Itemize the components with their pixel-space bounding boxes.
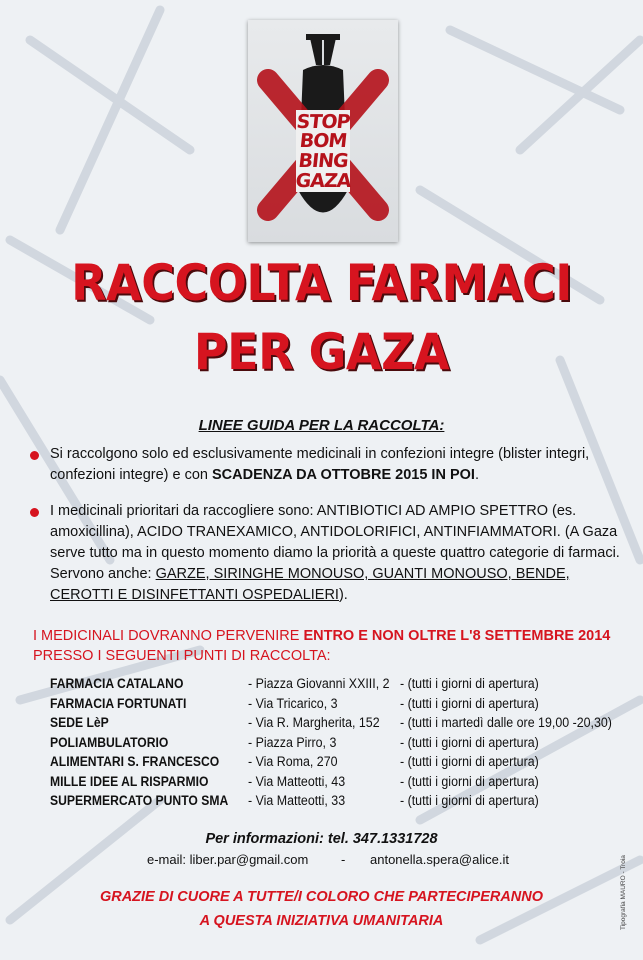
pickup-name: ALIMENTARI S. FRANCESCO xyxy=(50,754,220,769)
guideline-1-end: . xyxy=(474,467,479,483)
pickup-hours: - (tutti i giorni di apertura) xyxy=(400,734,539,750)
thanks-line-2: A QUESTA INIZIATIVA UMANITARIA xyxy=(199,913,444,929)
pickup-name: SEDE LèP xyxy=(50,715,109,730)
email-separator: - xyxy=(341,852,346,867)
main-title-line-2: PER GAZA xyxy=(193,323,450,381)
pickup-address: - Via R. Margherita, 152 xyxy=(248,715,380,730)
pickup-points-list xyxy=(50,676,630,813)
guideline-2 xyxy=(50,501,625,606)
deadline-date: ENTRO E NON OLTRE L'8 SETTEMBRE 2014 xyxy=(303,628,611,644)
pickup-row xyxy=(50,774,630,794)
deadline-notice xyxy=(33,626,623,666)
guidelines-heading: LINEE GUIDA PER LA RACCOLTA: xyxy=(198,417,445,434)
deadline-text-a: I MEDICINALI DOVRANNO PERVENIRE xyxy=(33,628,304,644)
pickup-row xyxy=(50,715,630,735)
main-title-line-1: RACCOLTA FARMACI xyxy=(71,254,572,312)
printer-credit: Tipografia MAURO - Troia xyxy=(620,855,627,930)
poster-word-bing: BING xyxy=(297,150,349,172)
guideline-2-end: ). xyxy=(338,587,348,603)
pickup-hours: - (tutti i giorni di apertura) xyxy=(400,676,539,691)
contact-phone: Per informazioni: tel. 347.1331728 xyxy=(205,831,438,847)
pickup-hours: - (tutti i giorni di apertura) xyxy=(400,695,539,711)
pickup-address: - Piazza Pirro, 3 xyxy=(248,734,337,750)
pickup-name: MILLE IDEE AL RISPARMIO xyxy=(50,773,209,789)
pickup-row xyxy=(50,696,630,716)
pickup-address: - Via Tricarico, 3 xyxy=(248,695,338,711)
bullet-icon xyxy=(30,451,39,460)
pickup-address: - Piazza Giovanni XXIII, 2 xyxy=(248,676,390,691)
pickup-row xyxy=(50,793,630,813)
thanks-line-1: GRAZIE DI CUORE A TUTTE/I COLORO CHE PARTECIPERANNO xyxy=(99,889,544,905)
pickup-address: - Via Roma, 270 xyxy=(248,754,338,769)
pickup-hours: - (tutti i giorni di apertura) xyxy=(400,773,539,789)
poster-word-bom: BOM xyxy=(298,130,348,152)
guideline-2-text: I medicinali prioritari da raccogliere sono: ANTIBIOTICI AD AMPIO SPETTRO (es. amoxicillina), ACIDO TRANEXAMICO, ANTIDOLORIFICI, ANTINFIAMMATORI. (A Gaza serve tutto ma in questo momento diamo la priorità a queste quattro categorie di farmaci. Servono anche: xyxy=(50,503,620,582)
email-1: e-mail: liber.par@gmail.com xyxy=(147,852,309,867)
pickup-address: - Via Matteotti, 43 xyxy=(248,773,346,789)
stop-bombing-gaza-poster xyxy=(248,20,398,242)
pickup-name: POLIAMBULATORIO xyxy=(50,734,169,750)
pickup-name: FARMACIA FORTUNATI xyxy=(50,695,187,711)
pickup-row xyxy=(50,754,630,774)
pickup-hours: - (tutti i giorni di apertura) xyxy=(400,754,539,769)
guideline-1-expiry: SCADENZA DA OTTOBRE 2015 IN POI xyxy=(212,467,475,483)
guideline-1-text: Si raccolgono solo ed esclusivamente medicinali in confezioni integre (blister integri, confezioni integre) e con xyxy=(50,446,590,483)
poster-word-gaza: GAZA xyxy=(294,170,352,192)
guideline-1 xyxy=(50,444,625,486)
pickup-hours: - (tutti i martedì dalle ore 19,00 -20,30) xyxy=(400,715,612,730)
pickup-row xyxy=(50,676,630,696)
deadline-text-c: PRESSO I SEGUENTI PUNTI DI RACCOLTA: xyxy=(33,648,331,664)
pickup-row xyxy=(50,735,630,755)
pickup-name: FARMACIA CATALANO xyxy=(50,676,184,691)
pickup-address: - Via Matteotti, 33 xyxy=(248,793,346,808)
bullet-icon xyxy=(30,508,39,517)
pickup-name: SUPERMERCATO PUNTO SMA xyxy=(50,793,229,808)
email-2: antonella.spera@alice.it xyxy=(370,852,509,867)
pickup-hours: - (tutti i giorni di apertura) xyxy=(400,793,539,808)
poster-word-stop: STOP xyxy=(295,111,351,133)
guideline-2-supplies: GARZE, SIRINGHE MONOUSO, GUANTI MONOUSO, BENDE, CEROTTI E DISINFETTANTI OSPEDALIERI xyxy=(50,566,570,603)
